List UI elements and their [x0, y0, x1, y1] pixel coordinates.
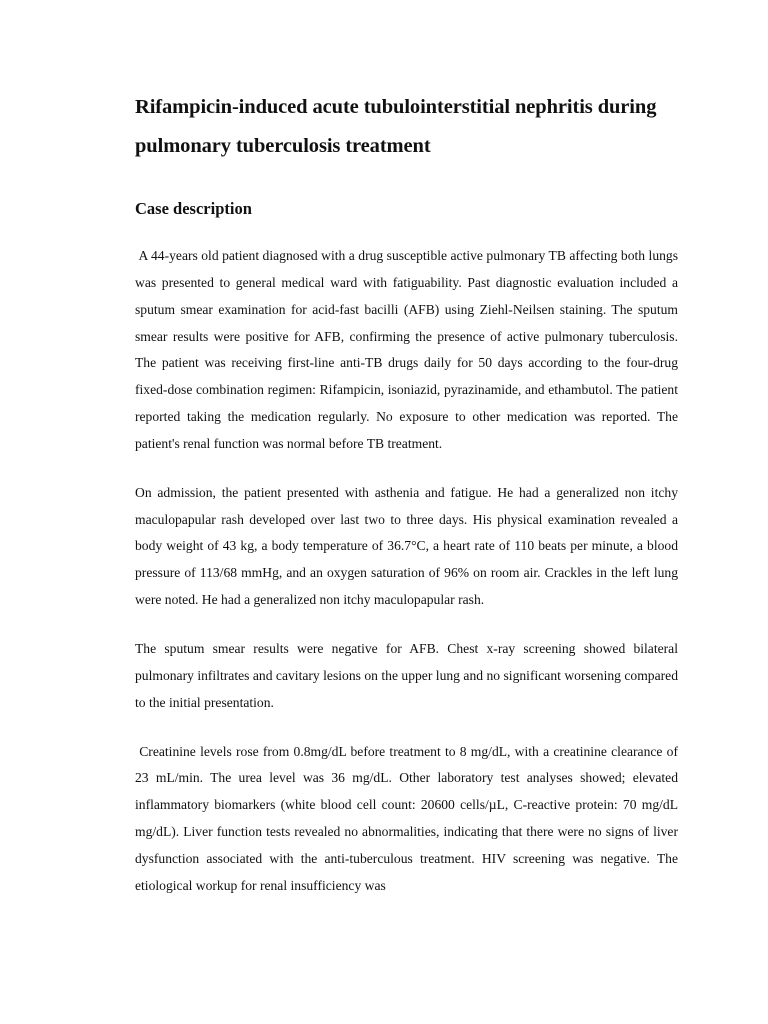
- section-heading: Case description: [135, 199, 252, 218]
- paragraph-patient-history: A 44-years old patient diagnosed with a drug susceptible active pulmonary TB affecting both lungs was presented to general medical ward with fatiguability. Past diagnostic evaluation included a sputum smear examination for acid-fast bacilli (AFB) using Ziehl-Neilsen staining. The sputum smear results were positive for AFB, confirming the presence of active pulmonary tuberculosis. The patient was receiving first-line anti-TB drugs daily for 50 days according to the four-drug fixed-dose combination regimen: Rifampicin, isoniazid, pyrazinamide, and ethambutol. The patient reported taking the medication regularly. No exposure to other medication was reported. The patient's renal function was normal before TB treatment.: [135, 248, 678, 451]
- paragraph-lab-results: Creatinine levels rose from 0.8mg/dL before treatment to 8 mg/dL, with a creatinine clearance of 23 mL/min. The urea level was 36 mg/dL. Other laboratory test analyses showed; elevated inflammatory biomarkers (white blood cell count: 20600 cells/µL, C-reactive protein: 70 mg/dL mg/dL). Liver function tests revealed no abnormalities, indicating that there were no signs of liver dysfunction associated with the anti-tuberculous treatment. HIV screening was negative. The etiological workup for renal insufficiency was: [135, 743, 678, 893]
- paragraph-sputum-xray: The sputum smear results were negative for AFB. Chest x-ray screening showed bilateral pulmonary infiltrates and cavitary lesions on the upper lung and no significant worsening compared to the initial presentation.: [135, 640, 678, 710]
- document-page: [135, 88, 678, 900]
- paragraph-admission: On admission, the patient presented with asthenia and fatigue. He had a generalized non itchy maculopapular rash developed over last two to three days. His physical examination revealed a body weight of 43 kg, a body temperature of 36.7°C, a heart rate of 110 beats per minute, a blood pressure of 113/68 mmHg, and an oxygen saturation of 96% on room air. Crackles in the left lung were noted. He had a generalized non itchy maculopapular rash.: [135, 484, 678, 608]
- document-title: Rifampicin-induced acute tubulointerstitial nephritis during pulmonary tuberculosis treatment: [135, 96, 657, 157]
